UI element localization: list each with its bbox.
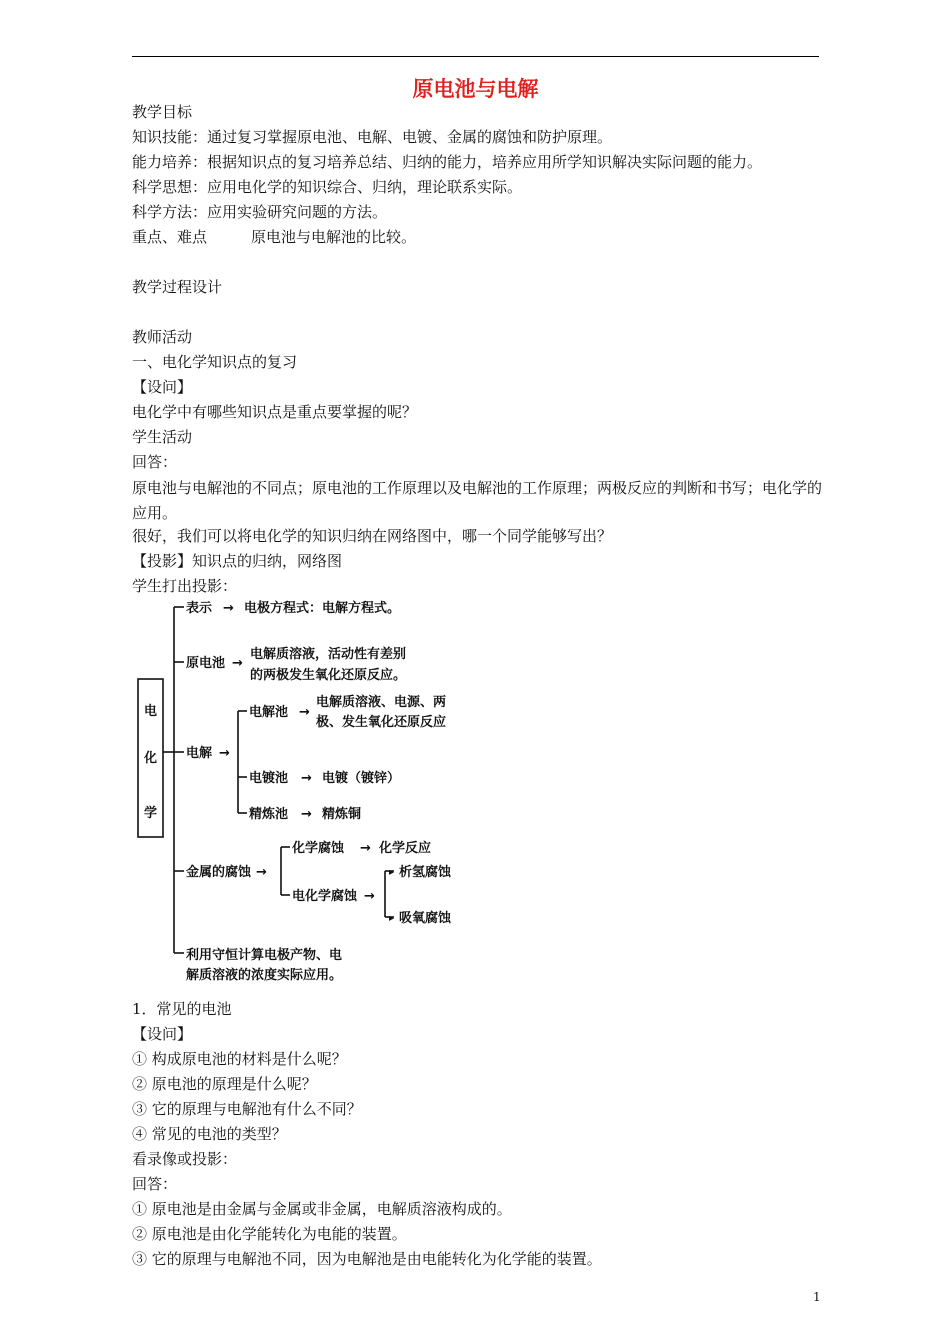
key-points-label: 重点、难点	[132, 228, 208, 246]
electrochemistry-concept-map	[132, 595, 492, 985]
root-char-2: 化	[144, 751, 158, 766]
arrow-icon: →	[364, 889, 375, 904]
video-note: 看录像或投影：	[132, 1150, 238, 1168]
arrow-icon: →	[301, 771, 312, 786]
application-line-1: 利用守恒计算电极产物、电	[186, 948, 343, 963]
refining-target: 精炼铜	[322, 807, 362, 822]
question-tag: 【设问】	[132, 1025, 193, 1043]
answer-label: 回答：	[132, 453, 178, 471]
teaching-goals-heading: 教学目标	[132, 103, 193, 121]
question-1: ① 构成原电池的材料是什么呢？	[132, 1050, 347, 1068]
plating-cell: 电镀池	[249, 771, 289, 786]
branch-electrolysis: 电解	[186, 746, 213, 761]
goal-method: 科学方法：应用实验研究问题的方法。	[132, 203, 388, 221]
goal-thought: 科学思想：应用电化学的知识综合、归纳，理论联系实际。	[132, 178, 523, 196]
branch-representation: 表示	[186, 601, 213, 616]
key-points	[132, 227, 416, 247]
refining-cell: 精炼池	[249, 807, 289, 822]
plating-target: 电镀（镀锌）	[322, 771, 401, 786]
process-title: 教学过程设计	[132, 278, 223, 296]
projection-note: 【投影】知识点的归纳，网络图	[132, 552, 343, 570]
arrow-icon: →	[360, 841, 371, 856]
answer-1: ① 原电池是由金属与金属或非金属，电解质溶液构成的。	[132, 1200, 512, 1218]
header-rule	[132, 56, 819, 57]
key-points-text: 原电池与电解池的比较。	[251, 228, 417, 246]
arrow-icon: →	[301, 807, 312, 822]
arrow-icon: →	[299, 705, 310, 720]
arrow-icon: →	[232, 656, 243, 671]
oxygen-corrosion: 吸氧腐蚀	[399, 911, 452, 926]
hydrogen-corrosion: 析氢腐蚀	[399, 865, 452, 880]
branch-galvanic: 原电池	[186, 656, 226, 671]
root-char-1: 电	[144, 704, 158, 719]
question-4: ④ 常见的电池的类型？	[132, 1125, 287, 1143]
arrow-icon: →	[256, 865, 267, 880]
electrolysis-cell-desc-1: 电解质溶液、电源、两	[316, 695, 447, 710]
teacher-activity: 教师活动	[132, 328, 193, 346]
question-3: ③ 它的原理与电解池有什么不同？	[132, 1100, 362, 1118]
chemical-corrosion-target: 化学反应	[379, 841, 432, 856]
question-tag: 【设问】	[132, 378, 193, 396]
representation-target: 电极方程式：电解方程式。	[244, 601, 401, 616]
chemical-corrosion: 化学腐蚀	[292, 841, 345, 856]
galvanic-desc-2: 的两极发生氧化还原反应。	[250, 668, 407, 683]
goal-knowledge: 知识技能：通过复习掌握原电池、电解、电镀、金属的腐蚀和防护原理。	[132, 128, 613, 146]
student-projection: 学生打出投影：	[132, 577, 238, 595]
root-char-3: 学	[144, 806, 158, 821]
student-activity: 学生活动	[132, 428, 193, 446]
answer-paragraph: 原电池与电解池的不同点；原电池的工作原理以及电解池的工作原理；两极反应的判断和书写；电化学的应用。	[132, 479, 823, 522]
subsection-heading: 1．常见的电池	[132, 1000, 232, 1018]
page-title: 原电池与电解	[412, 77, 539, 101]
arrow-icon: →	[219, 746, 230, 761]
page-number: 1	[813, 1290, 821, 1304]
summary-text: 很好，我们可以将电化学的知识归纳在网络图中，哪一个同学能够写出？	[132, 527, 613, 545]
arrow-icon: ▸	[389, 867, 395, 878]
application-line-2: 解质溶液的浓度实际应用。	[186, 968, 343, 983]
answer-2: ② 原电池是由化学能转化为电能的装置。	[132, 1225, 407, 1243]
electrolysis-cell-desc-2: 极、发生氧化还原反应	[316, 715, 447, 730]
question-text: 电化学中有哪些知识点是重点要掌握的呢？	[132, 403, 418, 421]
galvanic-desc-1: 电解质溶液，活动性有差别	[250, 647, 407, 662]
answer-3: ③ 它的原理与电解池不同，因为电解池是由电能转化为化学能的装置。	[132, 1250, 602, 1268]
branch-corrosion: 金属的腐蚀	[186, 865, 252, 880]
electrochemical-corrosion: 电化学腐蚀	[292, 889, 358, 904]
answer-label-2: 回答：	[132, 1175, 178, 1193]
arrow-icon: →	[223, 601, 234, 616]
question-2: ② 原电池的原理是什么呢？	[132, 1075, 317, 1093]
goal-ability: 能力培养：根据知识点的复习培养总结、归纳的能力，培养应用所学知识解决实际问题的能力。	[132, 153, 763, 171]
section-heading: 一、电化学知识点的复习	[132, 353, 298, 371]
arrow-icon: ▸	[389, 913, 395, 924]
electrolysis-cell: 电解池	[249, 705, 289, 720]
